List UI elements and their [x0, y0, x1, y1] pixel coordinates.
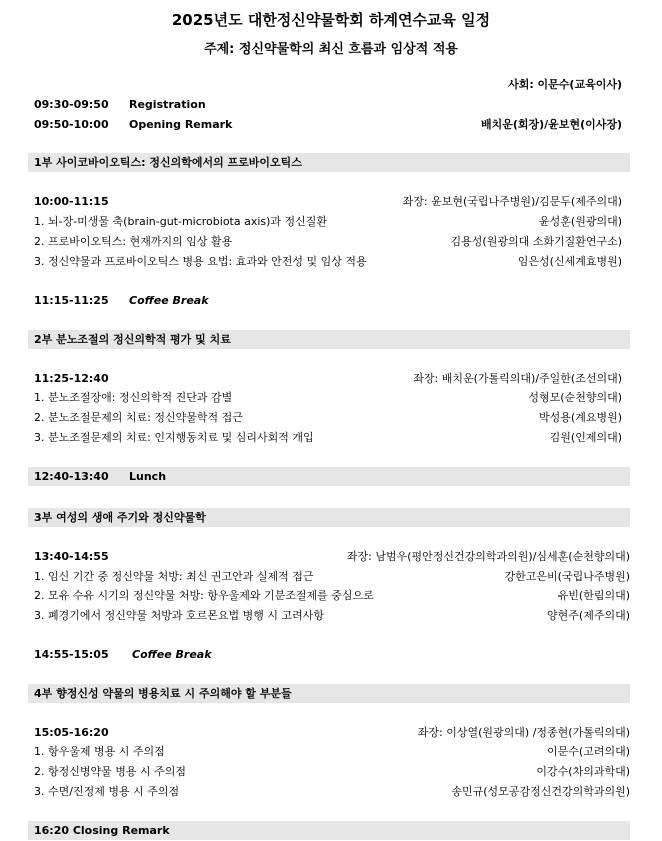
closing-label: 16:20 Closing Remark	[34, 824, 170, 837]
session-4-speaker-2: 이강수(차의과학대)	[536, 765, 630, 778]
session-4-talk-1: 1. 항우울제 병용 시 주의점	[34, 745, 165, 758]
session-3-talk-2: 2. 모유 수유 시기의 정신약물 처방: 항우울제와 기분조절제를 중심으로	[34, 589, 374, 602]
break-1-time: 11:15-11:25	[34, 294, 109, 307]
session-1-speaker-1: 윤성훈(원광의대)	[539, 215, 622, 228]
session-2-time: 11:25-12:40	[34, 372, 109, 385]
session-2-speaker-3: 김원(인제의대)	[549, 431, 622, 444]
session-2-talk-3: 3. 분노조절문제의 치료: 인지행동치료 및 심리사회적 개입	[34, 431, 314, 444]
session-4-title: 4부 향정신성 약물의 병용치료 시 주의해야 할 부분들	[34, 687, 292, 700]
session-1-title: 1부 사이코바이오틱스: 정신의학에서의 프로바이오틱스	[34, 156, 302, 169]
session-3-speaker-3: 양현주(제주의대)	[547, 609, 630, 622]
session-2-speaker-2: 박성용(계요병원)	[539, 411, 622, 424]
break-2-time: 14:55-15:05	[34, 648, 109, 661]
registration-time: 09:30-09:50	[34, 98, 109, 111]
opening-label: Opening Remark	[129, 118, 233, 131]
session-3-talk-1: 1. 임신 기간 중 정신약물 처방: 최신 권고안과 실제적 접근	[34, 570, 314, 583]
session-4-talk-3: 3. 수면/진정제 병용 시 주의점	[34, 785, 180, 798]
session-3-chairs: 좌장: 남범우(평안정신건강의학과의원)/심세훈(순천향의대)	[346, 550, 630, 563]
session-4-speaker-1: 이문수(고려의대)	[547, 745, 630, 758]
lunch-time: 12:40-13:40	[34, 470, 109, 483]
session-1-talk-2: 2. 프로바이오틱스: 현재까지의 임상 활용	[34, 235, 233, 248]
session-4-chairs: 좌장: 이상열(원광의대) /정종현(가톨릭의대)	[417, 726, 630, 739]
break-2-label: Coffee Break	[132, 648, 212, 661]
opening-presenters: 배치운(회장)/윤보현(이사장)	[480, 118, 622, 131]
session-4-header	[28, 684, 630, 703]
session-3-header	[28, 508, 630, 527]
break-1-label: Coffee Break	[129, 294, 209, 307]
session-1-speaker-2: 김용성(원광의대 소화기질환연구소)	[450, 235, 622, 248]
registration-label: Registration	[129, 98, 206, 111]
session-2-talk-2: 2. 분노조절문제의 치료: 정신약물학적 접근	[34, 411, 243, 424]
session-3-speaker-1: 강한고은비(국립나주병원)	[504, 570, 630, 583]
session-3-speaker-2: 유빈(한림의대)	[557, 589, 630, 602]
moderator: 사회: 이문수(교육이사)	[508, 78, 622, 91]
page-title: 2025년도 대한정신약물학회 하계연수교육 일정	[171, 11, 491, 29]
session-4-speaker-3: 송민규(성모공감정신건강의학과의원)	[451, 785, 630, 798]
session-3-talk-3: 3. 폐경기에서 정신약물 처방과 호르몬요법 병행 시 고려사항	[34, 609, 324, 622]
opening-time: 09:50-10:00	[34, 118, 109, 131]
session-2-title: 2부 분노조절의 정신의학적 평가 및 치료	[34, 333, 231, 346]
session-3-title: 3부 여성의 생애 주기와 정신약물학	[34, 511, 206, 524]
closing-bar	[28, 821, 630, 840]
lunch-label: Lunch	[129, 470, 167, 483]
session-2-header	[28, 330, 630, 349]
session-4-talk-2: 2. 항정신병약물 병용 시 주의점	[34, 765, 186, 778]
session-2-chairs: 좌장: 배치운(가톨릭의대)/주일한(조선의대)	[413, 372, 622, 385]
session-1-speaker-3: 임은성(신세계효병원)	[517, 255, 622, 268]
session-1-header	[28, 153, 630, 172]
session-1-time: 10:00-11:15	[34, 195, 109, 208]
lunch-bar	[28, 467, 630, 486]
session-4-time: 15:05-16:20	[34, 726, 109, 739]
session-2-talk-1: 1. 분노조절장애: 정신의학적 진단과 감별	[34, 391, 233, 404]
session-1-talk-1: 1. 뇌-장-미생물 축(brain-gut-microbiota axis)과 정신질환	[34, 215, 328, 228]
page-subtitle: 주제: 정신약물학의 최신 흐름과 임상적 적용	[204, 42, 458, 57]
session-3-time: 13:40-14:55	[34, 550, 109, 563]
session-1-chairs: 좌장: 윤보현(국립나주병원)/김문두(제주의대)	[402, 195, 622, 208]
session-2-speaker-1: 성형모(순천향의대)	[528, 391, 622, 404]
session-1-talk-3: 3. 정신약물과 프로바이오틱스 병용 요법: 효과와 안전성 및 임상 적용	[34, 255, 367, 268]
